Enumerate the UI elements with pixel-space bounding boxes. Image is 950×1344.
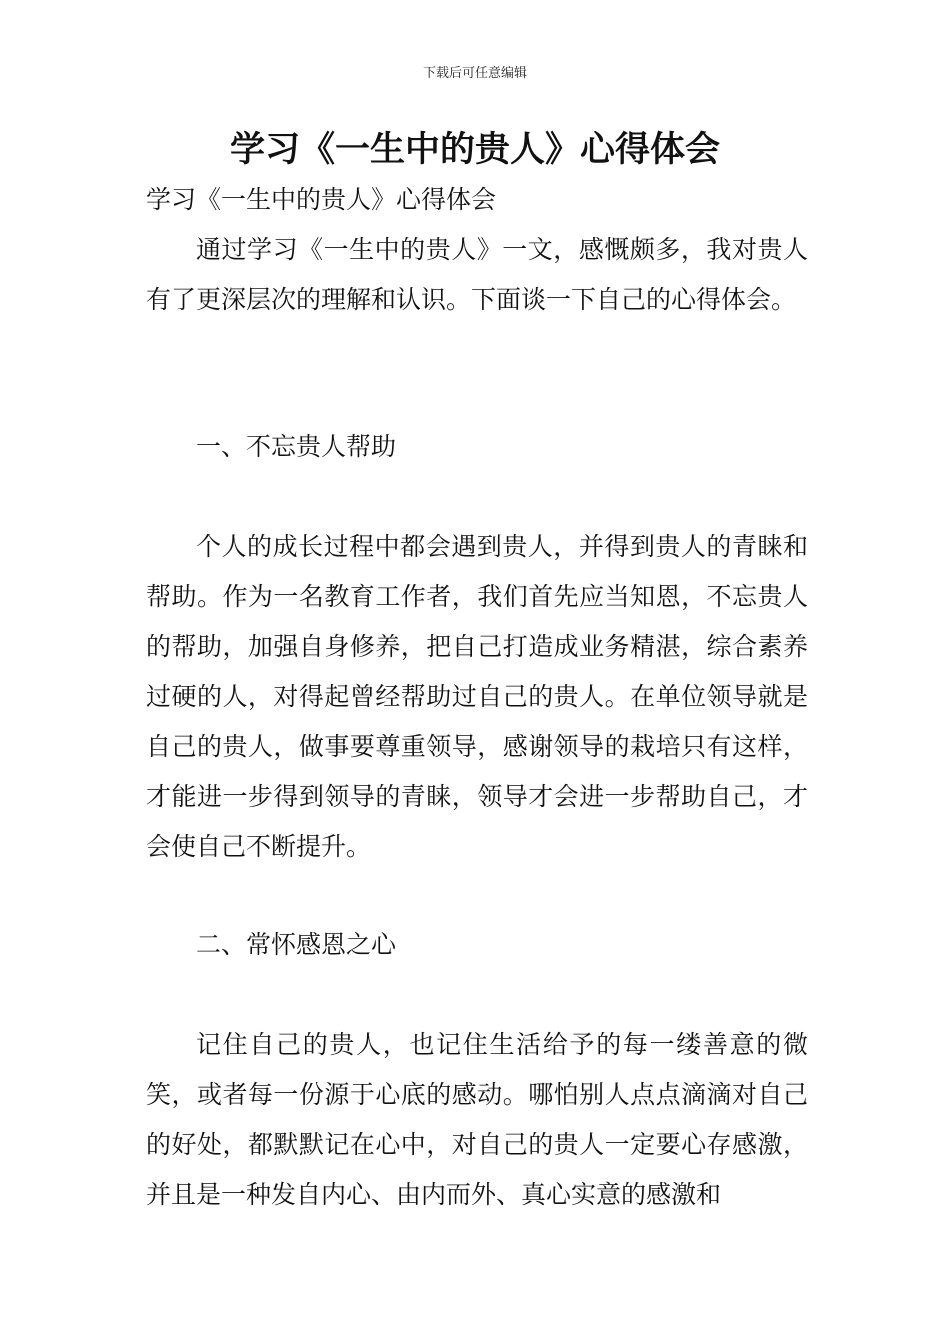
document-subtitle: 学习《一生中的贵人》心得体会 bbox=[146, 185, 497, 214]
header-note: 下载后可任意编辑 bbox=[422, 66, 527, 81]
section-paragraph-1: 个人的成长过程中都会遇到贵人，并得到贵人的青睐和帮助。作为一名教育工作者，我们首先应当知恩，不忘贵人的帮助，加强自身修养，把自己打造成业务精湛，综合素养过硬的人，对得起曾经帮助过自己的贵人。在单位领导就是自己的贵人，做事要尊重领导，感谢领导的栽培只有这样，才能进一步得到领导的青睐，领导才会进一步帮助自己，才会使自己不断提升。 bbox=[146, 532, 808, 861]
section-paragraph-2: 记住自己的贵人，也记住生活给予的每一缕善意的微笑，或者每一份源于心底的感动。哪怕别人点点滴滴对自己的好处，都默默记在心中，对自己的贵人一定要心存感激，并且是一种发自内心、由内而外、真心实意的感激和 bbox=[146, 1030, 808, 1209]
intro-paragraph: 通过学习《一生中的贵人》一文，感慨颇多，我对贵人有了更深层次的理解和认识。下面谈一下自己的心得体会。 bbox=[146, 235, 808, 314]
document-title: 学习《一生中的贵人》心得体会 bbox=[229, 130, 720, 170]
section-heading-2: 二、常怀感恩之心 bbox=[196, 930, 397, 959]
section-heading-1: 一、不忘贵人帮助 bbox=[196, 432, 397, 461]
